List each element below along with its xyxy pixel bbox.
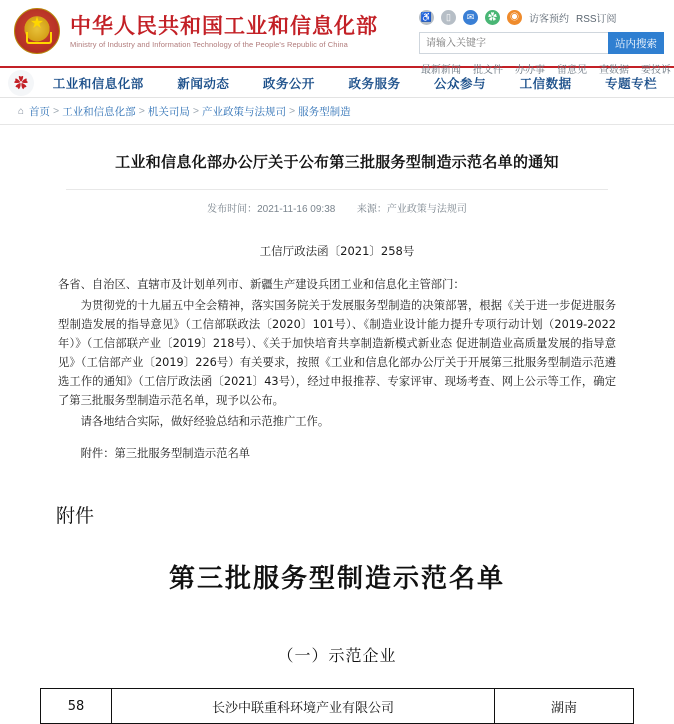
source-value: 产业政策与法规司 xyxy=(386,204,467,215)
table-row xyxy=(41,689,634,724)
miit-logo-icon[interactable]: ✿ xyxy=(8,70,34,96)
article-paragraph: 为贯彻党的十九届五中全会精神，落实国务院关于发展服务型制造的决策部署，根据《关于进一步促进服务型制造发展的指导意见》（工信部联政法〔2020〕101号）、《制造业设计能力提升专项行动计划（2019-2022年）》（工信部联产业〔2019〕218号）、《关于加快培育共享制造新模式新业态 促进制造业高质量发展的指导意见》（工信部产业〔2019〕226号）有关要求，按照《工业和信息化部办公厅关于开展第三批服务型制造示范遴选工作的通知》（工信厅政法函〔2021〕43号），经过申报推荐、专家评审、现场考查、网上公示等工作，确定了第三批服务型制造示范名单，现予以公布。 xyxy=(58,299,616,407)
nav-item-topics[interactable]: 专题专栏 xyxy=(605,75,658,91)
search-input[interactable] xyxy=(419,32,608,54)
breadcrumb-item-current: 服务型制造 xyxy=(298,105,351,118)
nav-item-ministry[interactable]: 工业和信息化部 xyxy=(52,75,144,91)
quick-link-news[interactable]: 最新新闻 xyxy=(421,65,461,76)
attachment-title: 第三批服务型制造示范名单 xyxy=(168,564,505,594)
quick-link-data[interactable]: 查数据 xyxy=(599,65,629,76)
national-emblem-icon xyxy=(14,8,60,54)
breadcrumb-item-ministry[interactable]: 工业和信息化部 xyxy=(62,105,136,118)
source-label: 来源： xyxy=(356,204,387,215)
attachment-section xyxy=(0,501,674,724)
publish-time-label: 发布时间： xyxy=(207,204,258,215)
weibo-icon[interactable]: ◉ xyxy=(507,10,522,25)
publish-time-value: 2021-11-16 09:38 xyxy=(257,204,336,215)
visitor-reservation-link[interactable]: 访客预约 xyxy=(529,13,569,25)
site-title-group xyxy=(70,13,378,50)
nav-item-public[interactable]: 公众参与 xyxy=(434,75,487,91)
mail-icon[interactable]: ✉ xyxy=(463,10,478,25)
breadcrumb-separator: > xyxy=(192,105,199,117)
row-province: 湖南 xyxy=(495,689,634,724)
nav-item-list xyxy=(36,74,674,92)
attachment-section-heading: （一）示范企业 xyxy=(277,646,397,665)
home-icon: ⌂ xyxy=(18,105,25,117)
breadcrumb-separator: > xyxy=(138,105,145,117)
quick-links-row xyxy=(419,61,671,76)
nav-item-services[interactable]: 政务服务 xyxy=(348,75,401,91)
article-meta xyxy=(58,200,616,215)
document-number: 工信厅政法函〔2021〕258号 xyxy=(259,244,415,258)
utility-icon-row xyxy=(419,8,664,26)
accessibility-icon[interactable]: ♿ xyxy=(419,10,434,25)
table-body xyxy=(41,689,634,724)
site-logo[interactable] xyxy=(14,8,378,54)
nav-item-government-affairs[interactable]: 政务公开 xyxy=(262,75,315,91)
breadcrumb-item-policy-dept[interactable]: 产业政策与法规司 xyxy=(201,105,286,118)
article-container xyxy=(0,124,674,461)
breadcrumb-separator: > xyxy=(288,105,296,117)
quick-link-documents[interactable]: 批文件 xyxy=(473,65,503,76)
rss-link[interactable]: RSS订阅 xyxy=(576,13,617,25)
nav-item-data[interactable]: 工信数据 xyxy=(519,75,572,91)
attachment-reference[interactable]: 附件：第三批服务型制造示范名单 xyxy=(80,447,251,460)
nav-item-news[interactable]: 新闻动态 xyxy=(177,75,230,91)
demonstration-enterprise-table xyxy=(40,688,634,724)
site-name-cn: 中华人民共和国工业和信息化部 xyxy=(70,13,378,38)
page-title: 工业和信息化部办公厅关于公布第三批服务型制造示范名单的通知 xyxy=(115,153,559,171)
breadcrumb xyxy=(0,98,674,124)
search-button[interactable]: 站内搜索 xyxy=(608,32,664,54)
attachment-label: 附件 xyxy=(56,505,95,527)
quick-link-services[interactable]: 办办事 xyxy=(515,65,545,76)
mobile-icon[interactable]: ▯ xyxy=(441,10,456,25)
search-area xyxy=(419,32,664,54)
breadcrumb-item-home[interactable]: 首页 xyxy=(29,105,51,118)
site-name-en: Ministry of Industry and Information Technology of the People's Republic of China xyxy=(70,39,348,49)
wechat-icon[interactable]: ✿ xyxy=(485,10,500,25)
header-utility-area xyxy=(419,8,671,76)
article-paragraph: 各省、自治区、直辖市及计划单列市、新疆生产建设兵团工业和信息化主管部门： xyxy=(58,278,465,291)
breadcrumb-item-departments[interactable]: 机关司局 xyxy=(147,105,190,118)
breadcrumb-separator: > xyxy=(53,105,60,117)
quick-link-complaint[interactable]: 要投诉 xyxy=(641,65,671,76)
row-number: 58 xyxy=(41,689,112,724)
article-paragraph: 请各地结合实际，做好经验总结和示范推广工作。 xyxy=(80,415,330,428)
article-body xyxy=(58,275,616,431)
row-enterprise-name: 长沙中联重科环境产业有限公司 xyxy=(112,689,495,724)
quick-link-feedback[interactable]: 留意见 xyxy=(557,65,587,76)
title-divider xyxy=(66,189,608,190)
site-header xyxy=(0,0,674,76)
